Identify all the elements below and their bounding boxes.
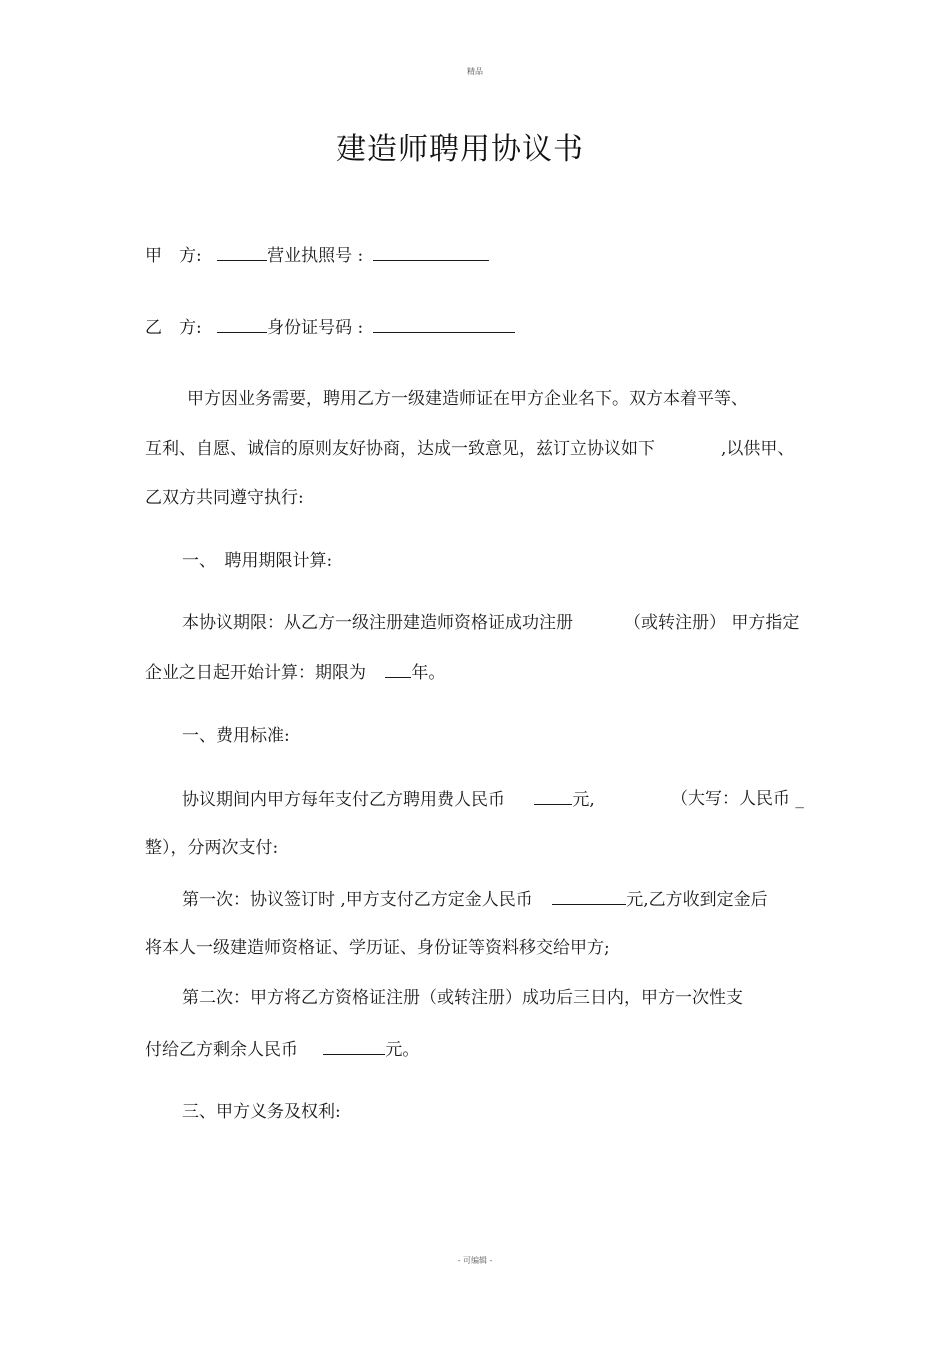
fee-amount-blank xyxy=(534,788,572,805)
party-b-row xyxy=(145,316,515,339)
party-b-label: 乙 方: xyxy=(145,318,202,338)
header-watermark: 精品 xyxy=(467,67,483,76)
party-a-row xyxy=(145,244,489,267)
section-2-heading: 一、费用标准: xyxy=(182,726,290,746)
party-b-name-blank xyxy=(217,316,267,333)
fee-line-1 xyxy=(182,788,595,811)
term-unit: 年。 xyxy=(411,663,446,683)
first-payment-tail: 元,乙方收到定金后 xyxy=(626,890,768,910)
intro-line-2b: ,以供甲、 xyxy=(721,439,795,459)
first-payment-label: 第一次：协议签订时 ,甲方支付乙方定金人民币 xyxy=(182,890,533,910)
second-payment-unit: 元。 xyxy=(385,1040,420,1060)
footer-watermark: - 可编辑 - xyxy=(457,1256,493,1265)
fee-uppercase-label: （大写：人民币 _ xyxy=(671,789,804,809)
section-1-line-2 xyxy=(145,661,445,684)
term-label: 企业之日起开始计算：期限为 xyxy=(145,663,366,683)
remaining-amount-blank xyxy=(323,1038,385,1055)
second-payment-line-2 xyxy=(145,1038,419,1061)
intro-line-3: 乙双方共同遵守执行: xyxy=(145,488,304,508)
fee-label: 协议期间内甲方每年支付乙方聘用费人民币 xyxy=(182,790,505,810)
party-b-id-blank xyxy=(373,316,515,333)
party-a-name-blank xyxy=(217,244,267,261)
first-payment-line-2: 将本人一级建造师资格证、学历证、身份证等资料移交给甲方; xyxy=(145,938,610,958)
section-1-heading: 一、 聘用期限计算: xyxy=(182,551,333,571)
second-payment-line-1: 第二次：甲方将乙方资格证注册（或转注册）成功后三日内，甲方一次性支 xyxy=(182,988,743,1008)
party-a-license-label: 营业执照号 : xyxy=(267,246,364,266)
party-b-id-label: 身份证号码 : xyxy=(267,318,364,338)
party-a-license-blank xyxy=(373,244,489,261)
second-payment-label: 付给乙方剩余人民币 xyxy=(145,1040,298,1060)
document-title: 建造师聘用协议书 xyxy=(336,132,584,167)
section-3-heading: 三、甲方义务及权利: xyxy=(182,1102,341,1122)
deposit-amount-blank xyxy=(552,888,626,905)
intro-line-2a: 互利、自愿、诚信的原则友好协商，达成一致意见，兹订立协议如下 xyxy=(145,439,655,459)
intro-line-1: 甲方因业务需要，聘用乙方一级建造师证在甲方企业名下。双方本着平等、 xyxy=(187,389,748,409)
first-payment-line-1 xyxy=(182,888,768,911)
fee-line-2: 整），分两次支付: xyxy=(145,838,279,858)
section-1-line-1b: （或转注册） 甲方指定 xyxy=(624,613,800,633)
section-1-line-1a: 本协议期限：从乙方一级注册建造师资格证成功注册 xyxy=(182,613,573,633)
term-years-blank xyxy=(385,661,411,678)
fee-unit: 元, xyxy=(572,790,595,810)
party-a-label: 甲 方: xyxy=(145,246,202,266)
